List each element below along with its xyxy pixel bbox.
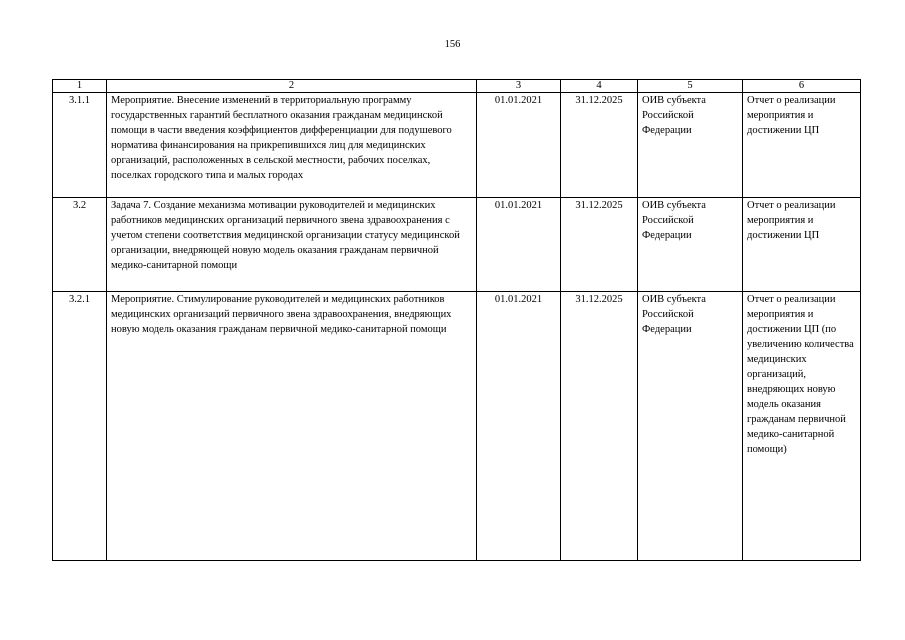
description-cell: Мероприятие. Внесение изменений в территориальную программу государственных гарантий бесплатного оказания гражданам медицинской помощи в части введения коэффициентов дифференциации для подушевого норматива финансирования на прикрепившихся лиц для медицинских организаций, расположенных в сельской местности, рабочих поселках, поселках городского типа и малых городах: [107, 93, 477, 198]
column-header: 1: [53, 80, 107, 93]
page-number: 156: [444, 39, 461, 50]
description-cell: Мероприятие. Стимулирование руководителей и медицинских работников медицинских организаций первичного звена здравоохранения, внедряющих новую модель оказания гражданам первичной медико-санитарной помощи: [107, 292, 477, 561]
start-date-cell: 01.01.2021: [477, 292, 561, 561]
table-row: [53, 198, 861, 292]
column-header: 3: [477, 80, 561, 93]
executor-cell: ОИВ субъекта Российской Федерации: [638, 198, 743, 292]
executor-cell: ОИВ субъекта Российской Федерации: [638, 93, 743, 198]
executor-cell: ОИВ субъекта Российской Федерации: [638, 292, 743, 561]
table-header-row: [53, 80, 861, 93]
row-number-cell: 3.2.1: [53, 292, 107, 561]
start-date-cell: 01.01.2021: [477, 93, 561, 198]
description-cell: Задача 7. Создание механизма мотивации руководителей и медицинских работников медицинских организаций первичного звена здравоохранения с учетом степени соответствия медицинской организации статусу медицинской организации, внедряющей новую модель оказания гражданам первичной медико-санитарной помощи: [107, 198, 477, 292]
row-number-cell: 3.1.1: [53, 93, 107, 198]
end-date-cell: 31.12.2025: [561, 93, 638, 198]
column-header: 6: [743, 80, 861, 93]
end-date-cell: 31.12.2025: [561, 292, 638, 561]
measures-table: [52, 79, 861, 561]
column-header: 5: [638, 80, 743, 93]
result-cell: Отчет о реализации мероприятия и достижении ЦП: [743, 93, 861, 198]
result-cell: Отчет о реализации мероприятия и достижении ЦП (по увеличению количества медицинских организаций, внедряющих новую модель оказания гражданам первичной медико-санитарной помощи): [743, 292, 861, 561]
start-date-cell: 01.01.2021: [477, 198, 561, 292]
column-header: 4: [561, 80, 638, 93]
row-number-cell: 3.2: [53, 198, 107, 292]
column-header: 2: [107, 80, 477, 93]
table-row: [53, 93, 861, 198]
result-cell: Отчет о реализации мероприятия и достижении ЦП: [743, 198, 861, 292]
table-row: [53, 292, 861, 561]
end-date-cell: 31.12.2025: [561, 198, 638, 292]
